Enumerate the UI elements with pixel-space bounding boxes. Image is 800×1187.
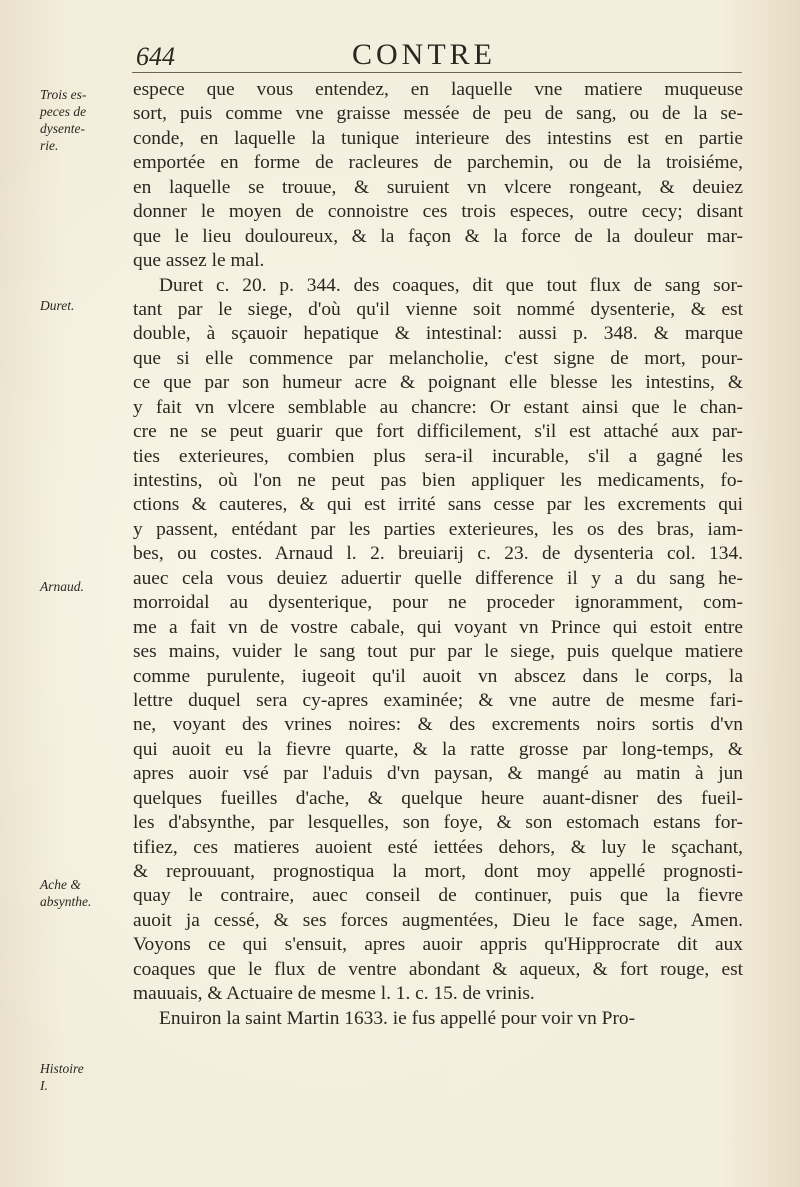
margin-note [40, 876, 128, 910]
text-line: emportée en forme de racleures de parchemin, ou de la troisiéme, [133, 152, 743, 174]
text-line: Duret c. 20. p. 344. des coaques, dit que tout flux de sang sor- [159, 274, 743, 296]
text-line: me a fait vn de vostre cabale, qui voyant vn Prince qui estoit entre [133, 616, 743, 638]
text-line: sort, puis comme vne graisse messée de peu de sang, ou de la se- [133, 103, 743, 125]
text-line: double, à sçauoir hepatique & intestinal: aussi p. 348. & marque [133, 323, 743, 345]
margin-note-line: Ache & [40, 877, 81, 892]
text-line: auoit ja cessé, & ses forces augmentées, Dieu le face sage, Amen. [133, 909, 743, 931]
text-line: tifiez, ces matieres auoient esté iettées dehors, & luy le sçachant, [133, 836, 743, 858]
margin-note [40, 86, 128, 154]
margin-note-line: dysente- [40, 121, 85, 136]
text-line: que si elle commence par melancholie, c'est signe de mort, pour- [133, 347, 743, 369]
text-line: quelques fueilles d'ache, & quelque heure auant-disner des fueil- [133, 787, 743, 809]
text-line: espece que vous entendez, en laquelle vne matiere muqueuse [133, 79, 743, 100]
text-line: apres auoir vsé par l'aduis d'vn paysan, & mangé au matin à jun [133, 763, 743, 785]
text-line: les d'absynthe, par lesquelles, son foye, & son estomach estans for- [133, 812, 743, 834]
margin-note-line: rie. [40, 138, 59, 153]
text-line: ties exterieures, combien plus sera-il incurable, s'il a gagné les [133, 445, 743, 467]
text-line: qui auoit eu la fievre quarte, & la ratte grosse par long-temps, & [133, 738, 743, 760]
text-line: que assez le mal. [133, 250, 265, 272]
text-line: auec cela vous deuiez aduertir quelle difference il y a du sang he- [133, 567, 743, 589]
margin-note-line: Arnaud. [40, 579, 84, 594]
page-header [130, 38, 740, 74]
margin-note-line: Histoire [40, 1061, 84, 1076]
margin-note-line: absynthe. [40, 894, 92, 909]
running-title: CONTRE [352, 38, 496, 71]
text-line: quay le contraire, auec conseil de continuer, puis que la fievre [133, 885, 743, 907]
text-line: en laquelle se trouue, & suruient vn vlcere rongeant, & deuiez [133, 176, 743, 198]
text-line: bes, ou costes. Arnaud l. 2. breuiarij c. 23. de dysenteria col. 134. [133, 543, 743, 565]
text-line: que le lieu douloureux, & la façon & la force de la douleur mar- [133, 225, 743, 247]
margin-note-line: I. [40, 1078, 48, 1093]
text-line: tant par le siege, d'où qu'il vienne soit nommé dysenterie, & est [133, 298, 743, 320]
text-line: comme purulente, iugeoit qu'il auoit vn abscez dans le corps, la [133, 665, 743, 687]
text-line: intestins, où l'on ne peut pas bien appliquer les medicaments, fo- [133, 470, 743, 491]
text-line: ctions & cauteres, & qui est irrité sans cesse par les excrements qui [133, 494, 743, 516]
text-line: Enuiron la saint Martin 1633. ie fus appellé pour voir vn Pro- [159, 1007, 636, 1029]
page-number: 644 [136, 42, 175, 71]
body-text [133, 78, 743, 1031]
text-line: morroidal au dysenterique, pour ne proceder ignoramment, com- [133, 592, 743, 614]
text-line: coaques que le flux de ventre abondant & aqueux, & fort rouge, est [133, 958, 743, 980]
text-line: Voyons ce qui s'ensuit, apres auoir appris qu'Hipprocrate dit aux [133, 934, 743, 956]
margin-note [40, 297, 128, 314]
margin-note [40, 1060, 128, 1094]
text-line: y fait vn vlcere semblable au chancre: Or estant ainsi que le chan- [133, 396, 743, 418]
text-line: donner le moyen de connoistre ces trois especes, outre cecy; disant [133, 201, 743, 223]
margin-note-line: Duret. [40, 298, 75, 313]
margin-note [40, 578, 128, 595]
text-line: ce que par son humeur acre & poignant elle blesse les intestins, & [133, 372, 743, 394]
text-line: & reprouuant, prognostiqua la mort, dont moy appellé prognosti- [133, 861, 743, 882]
margin-note-line: Trois es- [40, 87, 87, 102]
text-line: cre ne se peut guarir que fort difficilement, s'il est attaché aux par- [133, 421, 743, 443]
text-line: y passent, entédant par les parties exterieures, les os des bras, iam- [133, 518, 743, 540]
header-rule [132, 72, 742, 73]
text-line: conde, en laquelle la tunique interieure des intestins est en partie [133, 127, 743, 149]
text-line: mauuais, & Actuaire de mesme l. 1. c. 15. de vrinis. [133, 983, 535, 1005]
text-line: ne, voyant des vrines noires: & des excrements noirs sortis d'vn [133, 714, 743, 736]
text-line: lettre duquel sera cy-apres examinée; & vne autre de mesme fari- [133, 689, 743, 711]
margin-note-line: peces de [40, 104, 87, 119]
text-line: ses mains, vuider le sang tout pur par le siege, puis quelque matiere [133, 641, 743, 663]
